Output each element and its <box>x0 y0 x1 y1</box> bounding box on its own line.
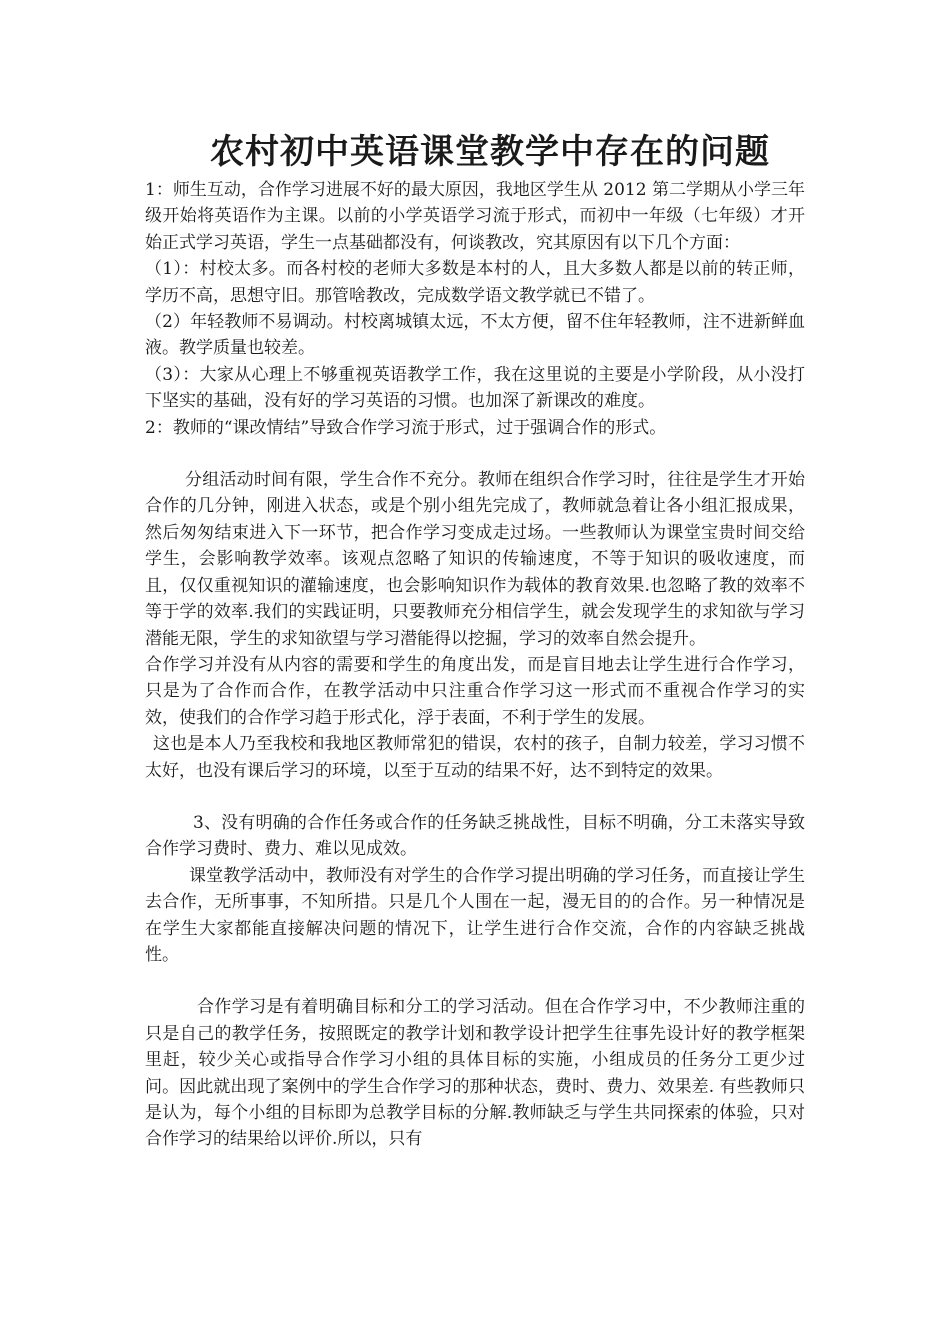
blank-line <box>145 784 805 810</box>
paragraph-1-item-1: （1）：村校太多。而各村校的老师大多数是本村的人，且大多数人都是以前的转正师，学历不高，思想守旧。那管啥教改，完成数学语文教学就已不错了。 <box>145 259 805 306</box>
paragraph-1-item-3: （3）：大家从心理上不够重视英语教学工作，我在这里说的主要是小学阶段，从小没打下坚实的基础，没有好的学习英语的习惯。也加深了新课改的难度。 <box>145 364 805 412</box>
paragraph-cooperative-learning: 合作学习是有着明确目标和分工的学习活动。但在合作学习中，不少教师注重的只是自己的教学任务，按照既定的教学计划和教学设计把学生往事先设计好的教学框架里赶，较少关心或指导合作学习小组的具体目标的实施，小组成员的任务分工更少过问。因此就出现了案例中的学生合作学习的那种状态，费时、费力、效果差. 有些教师只是认为，每个小组的目标即为总教学目标的分解.教师缺乏与学生共同探索的体验，只对合作学习的结果给以评价.所以，只有 <box>145 997 805 1150</box>
blank-line <box>145 441 805 467</box>
document-body <box>145 177 805 1153</box>
paragraph-common-mistake: 这也是本人乃至我校和我地区教师常犯的错误，农村的孩子，自制力较差，学习习惯不太好，也没有课后学习的环境，以至于互动的结果不好，达不到特定的效果。 <box>145 734 805 781</box>
paragraph-1: 1：师生互动，合作学习进展不好的最大原因，我地区学生从 2012 第二学期从小学三年级开始将英语作为主课。以前的小学英语学习流于形式，而初中一年级（七年级）才开始正式学习英语，学生一点基础都没有，何谈教改，究其原因有以下几个方面： <box>145 180 805 253</box>
paragraph-formalism: 合作学习并没有从内容的需要和学生的角度出发，而是盲目地去让学生进行合作学习，只是为了合作而合作，在教学活动中只注重合作学习这一形式而不重视合作学习的实效，使我们的合作学习趋于形式化，浮于表面，不利于学生的发展。 <box>145 654 805 728</box>
paragraph-classroom-activity: 课堂教学活动中，教师没有对学生的合作学习提出明确的学习任务，而直接让学生去合作，无所事事，不知所措。只是几个人围在一起，漫无目的的合作。另一种情况是在学生大家都能直接解决问题的情况下，让学生进行合作交流，合作的内容缺乏挑战性。 <box>145 865 805 965</box>
paragraph-3-heading: 3、没有明确的合作任务或合作的任务缺乏挑战性，目标不明确，分工未落实导致合作学习费时、费力、难以见成效。 <box>145 812 805 860</box>
paragraph-group-activity: 分组活动时间有限，学生合作不充分。教师在组织合作学习时，往往是学生才开始合作的几分钟，刚进入状态，或是个别小组先完成了，教师就急着让各小组汇报成果，然后匆匆结束进入下一环节，把合作学习变成走过场。一些教师认为课堂宝贵时间交给学生，会影响教学效率。该观点忽略了知识的传输速度，不等于知识的吸收速度，而且，仅仅重视知识的灌输速度，也会影响知识作为载体的教育效果.也忽略了教的效率不等于学的效率.我们的实践证明，只要教师充分相信学生，就会发现学生的求知欲与学习潜能无限，学生的求知欲望与学习潜能得以挖掘，学习的效率自然会提升。 <box>145 470 805 649</box>
document-title: 农村初中英语课堂教学中存在的问题 <box>210 132 770 172</box>
paragraph-2-heading: 2：教师的“课改情结”导致合作学习流于形式，过于强调合作的形式。 <box>145 417 667 438</box>
paragraph-1-item-2: （2）年轻教师不易调动。村校离城镇太远，不太方便，留不住年轻教师，注不进新鲜血液。教学质量也较差。 <box>145 312 805 359</box>
blank-line <box>145 968 805 994</box>
